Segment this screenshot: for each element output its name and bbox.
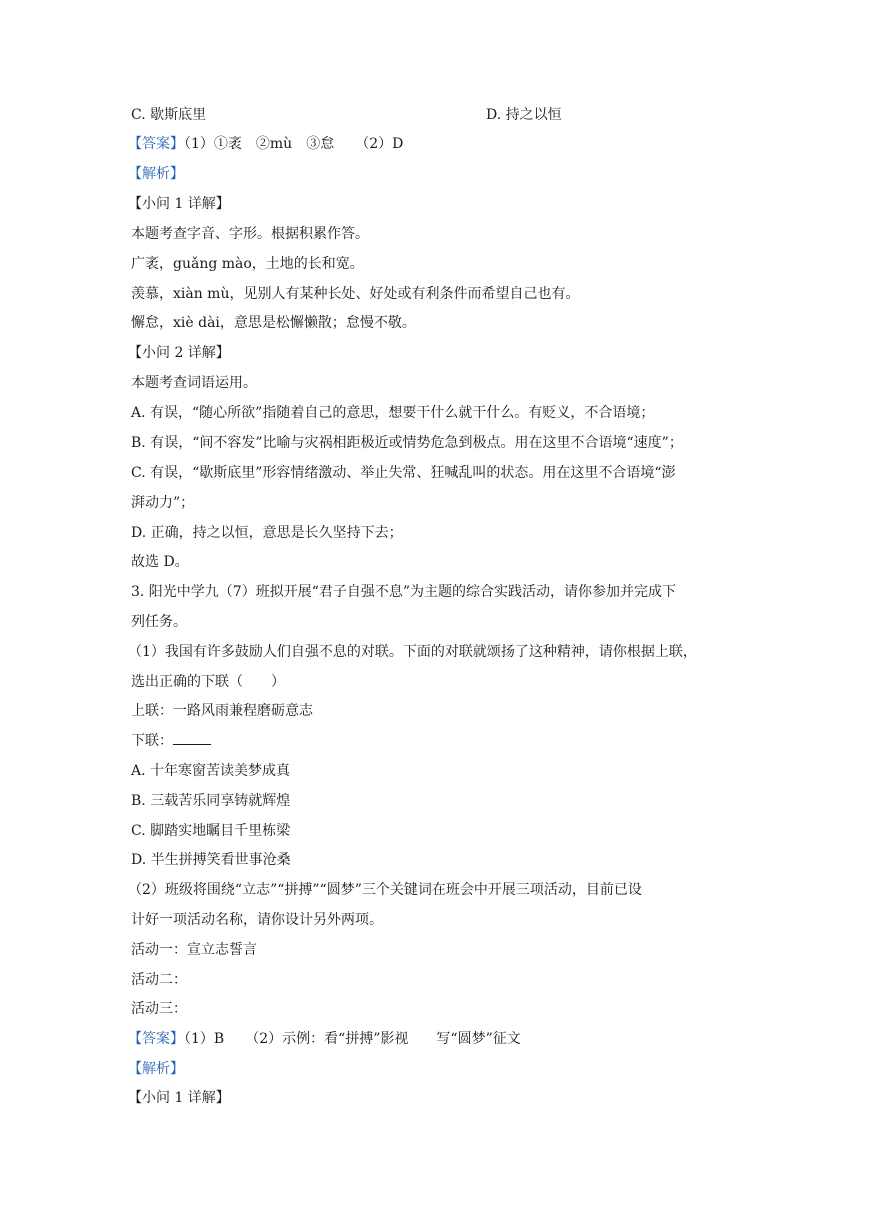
sub1-line: 羡慕，xiàn mù，见别人有某种长处、好处或有利条件而希望自己也有。 — [131, 286, 580, 302]
answer-line-2 — [128, 1030, 521, 1048]
sub2-line: C. 有误，“歇斯底里”形容情绪激动、举止失常、狂喊乱叫的状态。用在这里不合语境“澎 — [131, 465, 676, 481]
sub-question-1-heading: 【小问 1 详解】 — [128, 196, 230, 212]
analysis-tag: 【解析】 — [128, 1061, 184, 1077]
option-d: D. 持之以恒 — [486, 107, 562, 123]
sub2-line: A. 有误，“随心所欲”指随着自己的意思，想要干什么就干什么。有贬义，不合语境； — [131, 405, 655, 421]
lower-couplet — [131, 732, 211, 750]
sub1-line: 广袤，guǎng mào，土地的长和宽。 — [131, 256, 364, 272]
sub2-line: 故选 D。 — [131, 554, 189, 570]
question-3-part-2: 计好一项活动名称，请你设计另外两项。 — [131, 912, 383, 928]
couplet-option: B. 三载苦乐同享铸就辉煌 — [131, 793, 291, 809]
activity-item: 活动二： — [131, 972, 187, 988]
question-3-stem: 列任务。 — [131, 614, 187, 630]
sub1-line: 本题考查字音、字形。根据积累作答。 — [131, 226, 369, 242]
question-3-part-1: （1）我国有许多鼓励人们自强不息的对联。下面的对联就颂扬了这种精神，请你根据上联， — [128, 644, 697, 660]
answer-tag: 【答案】 — [128, 136, 184, 152]
upper-couplet: 上联：一路风雨兼程磨砺意志 — [131, 703, 313, 719]
activity-item: 活动三： — [131, 1001, 187, 1017]
answer-tag: 【答案】 — [128, 1031, 184, 1047]
sub2-line: 本题考查词语运用。 — [131, 375, 257, 391]
analysis-tag: 【解析】 — [128, 166, 184, 182]
activity-item: 活动一：宣立志誓言 — [131, 942, 257, 958]
sub-question-2-heading: 【小问 2 详解】 — [128, 345, 230, 361]
answer-line-1 — [128, 135, 403, 153]
sub1-line: 懈怠，xiè dài，意思是松懈懒散；怠慢不敬。 — [131, 315, 416, 331]
question-3-part-2: （2）班级将围绕“立志”“拼搏”“圆梦”三个关键词在班会中开展三项活动，目前已设 — [128, 882, 642, 898]
question-3-stem: 3. 阳光中学九（7）班拟开展“君子自强不息”为主题的综合实践活动，请你参加并完成下 — [131, 584, 677, 600]
couplet-option: C. 脚踏实地瞩目千里栋梁 — [131, 823, 291, 839]
lower-couplet-label: 下联： — [131, 733, 173, 749]
question-3-part-1: 选出正确的下联（ ） — [131, 674, 285, 690]
answer-text: （1）①袤 ②mù ③怠 （2）D — [184, 136, 404, 152]
answer-text: （1）B （2）示例：看“拼搏”影视 写“圆梦”征文 — [184, 1031, 521, 1047]
sub-question-1-heading: 【小问 1 详解】 — [128, 1090, 230, 1106]
sub2-line: D. 正确，持之以恒，意思是长久坚持下去； — [131, 525, 403, 541]
couplet-option: D. 半生拼搏笑看世事沧桑 — [131, 852, 291, 868]
couplet-option: A. 十年寒窗苦读美梦成真 — [131, 763, 291, 779]
option-c: C. 歇斯底里 — [131, 107, 207, 123]
answer-blank — [173, 732, 211, 745]
sub2-line: 湃动力”； — [131, 495, 195, 511]
sub2-line: B. 有误，“间不容发”比喻与灾祸相距极近或情势危急到极点。用在这里不合语境“速度”； — [131, 435, 683, 451]
